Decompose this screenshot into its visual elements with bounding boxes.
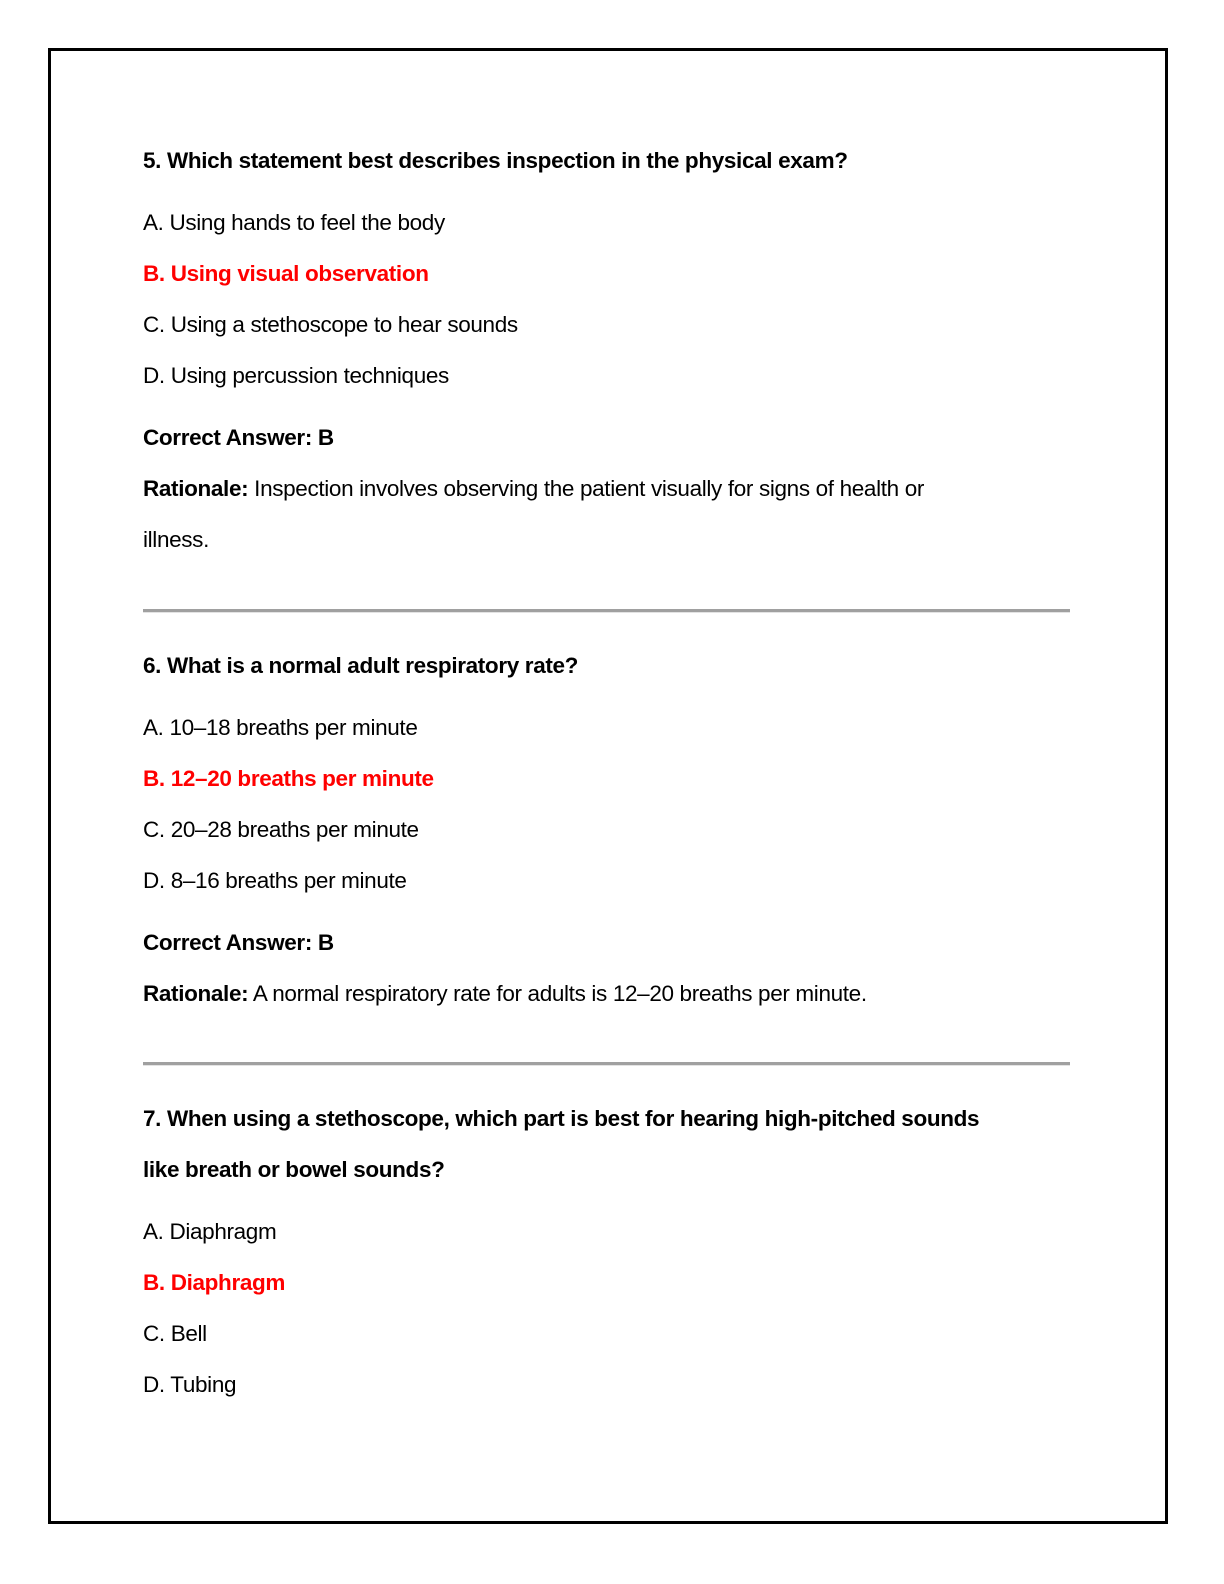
section-divider [143,609,1070,613]
question-7-option-a: A. Diaphragm [143,1219,277,1244]
question-7-option-b-correct: B. Diaphragm [143,1270,286,1295]
question-6-option-b-correct: B. 12–20 breaths per minute [143,766,434,791]
question-5-option-c: C. Using a stethoscope to hear sounds [143,312,518,337]
question-5-correct-answer: Correct Answer: B [143,425,334,450]
question-5-rationale-continued: illness. [143,527,209,552]
rationale-label: Rationale: [143,476,249,501]
question-7-title-continued: like breath or bowel sounds? [143,1157,445,1182]
rationale-text: A normal respiratory rate for adults is 12–20 breaths per minute. [248,981,867,1006]
question-7-option-c: C. Bell [143,1321,207,1346]
question-6-option-d: D. 8–16 breaths per minute [143,868,407,893]
question-6-title: 6. What is a normal adult respiratory rate? [143,653,579,678]
question-6-option-a: A. 10–18 breaths per minute [143,715,418,740]
question-6-rationale [143,980,867,1008]
question-6-option-c: C. 20–28 breaths per minute [143,817,419,842]
question-5-option-a: A. Using hands to feel the body [143,210,445,235]
question-7-option-d: D. Tubing [143,1372,237,1397]
question-5-rationale [143,475,924,503]
section-divider [143,1062,1070,1066]
question-6-correct-answer: Correct Answer: B [143,930,334,955]
question-5-option-d: D. Using percussion techniques [143,363,449,388]
question-5-title: 5. Which statement best describes inspection in the physical exam? [143,148,848,173]
question-5-option-b-correct: B. Using visual observation [143,261,429,286]
rationale-label: Rationale: [143,981,249,1006]
question-7-title: 7. When using a stethoscope, which part is best for hearing high-pitched sounds [143,1106,980,1131]
rationale-text: Inspection involves observing the patient visually for signs of health or [248,476,925,501]
